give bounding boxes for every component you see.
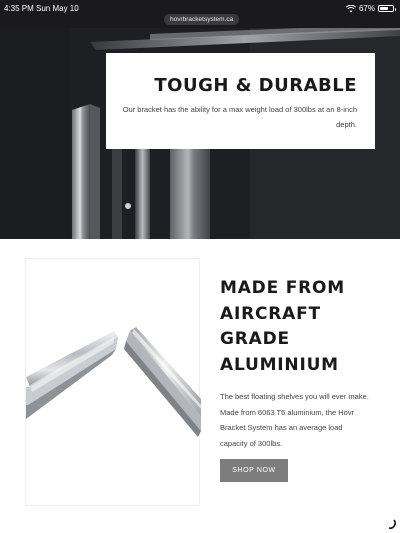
status-bar xyxy=(0,0,400,28)
status-date: Sun May 10 xyxy=(36,4,79,13)
hero-title: TOUGH & DURABLE xyxy=(154,75,357,96)
status-time: 4:35 PM xyxy=(4,4,34,13)
section-title-line-3: GRADE xyxy=(220,329,290,349)
section-description: The best floating shelves you will ever make. Made from 6063 T6 aluminium, the Hovr Bracket System has an average load capacity of 300lbs. xyxy=(220,392,369,448)
section-title xyxy=(220,276,390,378)
status-right xyxy=(346,4,394,13)
wifi-icon xyxy=(346,5,356,13)
section-title-line-2: AIRCRAFT xyxy=(220,303,321,324)
section-title-line-4: ALUMINIUM xyxy=(220,354,339,375)
hero-text-card xyxy=(106,53,375,149)
url-bar[interactable]: hovrbracketsystem.ca xyxy=(164,14,239,25)
hero-section xyxy=(0,28,400,239)
battery-percent: 67% xyxy=(358,4,375,13)
hero-description: Our bracket has the ability for a max weight load of 300lbs at an 8-inch depth. xyxy=(122,105,357,129)
product-image-card xyxy=(25,258,200,506)
shop-now-button[interactable]: SHOP NOW xyxy=(220,459,288,482)
battery-icon xyxy=(378,5,394,12)
scroll-indicator-icon xyxy=(386,519,396,529)
aluminium-bracket-image xyxy=(26,259,201,507)
section-title-line-1: MADE FROM xyxy=(220,278,345,298)
